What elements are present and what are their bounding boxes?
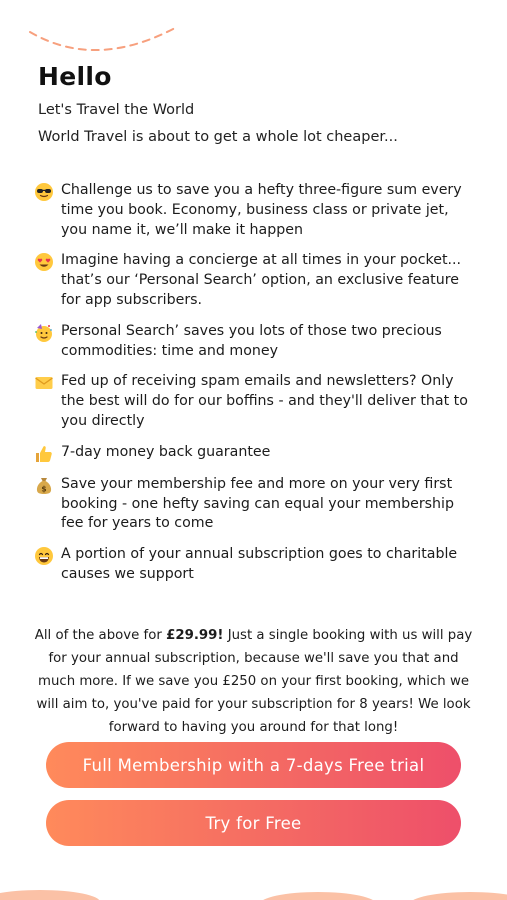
full-membership-button[interactable]: Full Membership with a 7-days Free trial [46, 742, 461, 788]
page-tagline: World Travel is about to get a whole lot cheaper... [38, 129, 398, 145]
decorative-dashed-arc [0, 0, 507, 60]
feature-item [34, 545, 507, 585]
decorative-bottom-waves [0, 880, 507, 900]
summary-prefix: All of the above for [34, 628, 167, 644]
thumbs-up-emoji-icon [34, 444, 54, 464]
page-subtitle: Let's Travel the World [38, 102, 195, 118]
feature-item [34, 181, 507, 240]
price-highlight: £29.99! [166, 628, 224, 644]
feature-text: Challenge us to save you a hefty three-figure sum every time you book. Economy, business class or private jet, you name it, we’ll make it happen [61, 182, 462, 238]
feature-text: A portion of your annual subscription goes to charitable causes we support [61, 546, 458, 582]
heart-eyes-emoji-icon [34, 252, 54, 272]
feature-text: Save your membership fee and more on your very first booking - one hefty saving can equal your membership fee for years to come [61, 475, 454, 532]
party-face-emoji-icon [34, 323, 54, 343]
page-title: Hello [38, 62, 112, 91]
sunglasses-emoji-icon [34, 182, 54, 202]
money-bag-emoji-icon [34, 476, 54, 496]
feature-item [34, 443, 507, 464]
feature-item [34, 251, 507, 310]
feature-item [34, 475, 507, 534]
pricing-summary [30, 624, 477, 739]
try-for-free-button[interactable]: Try for Free [46, 800, 461, 846]
feature-item [34, 372, 507, 431]
feature-text: 7-day money back guarantee [61, 443, 271, 460]
grinning-face-emoji-icon [34, 546, 54, 566]
summary-body: Just a single booking with us will pay for your annual subscription, because we'll save you that and much more. If we save you £250 on your first booking, which we will aim to, you've paid for your subscription for 8 years! We look forward to having you around for that long! [36, 628, 473, 736]
feature-item [34, 322, 507, 362]
envelope-emoji-icon [34, 373, 54, 393]
svg-text:$: $ [41, 484, 47, 494]
feature-text: Personal Search’ saves you lots of those two precious commodities: time and money [61, 322, 442, 359]
feature-text: Fed up of receiving spam emails and newsletters? Only the best will do for our boffins - and they'll deliver that to you directly [61, 373, 468, 429]
feature-list [34, 181, 507, 596]
feature-text: Imagine having a concierge at all times in your pocket... that’s our ‘Personal Search’ option, an exclusive feature for app subscribers. [61, 252, 462, 308]
